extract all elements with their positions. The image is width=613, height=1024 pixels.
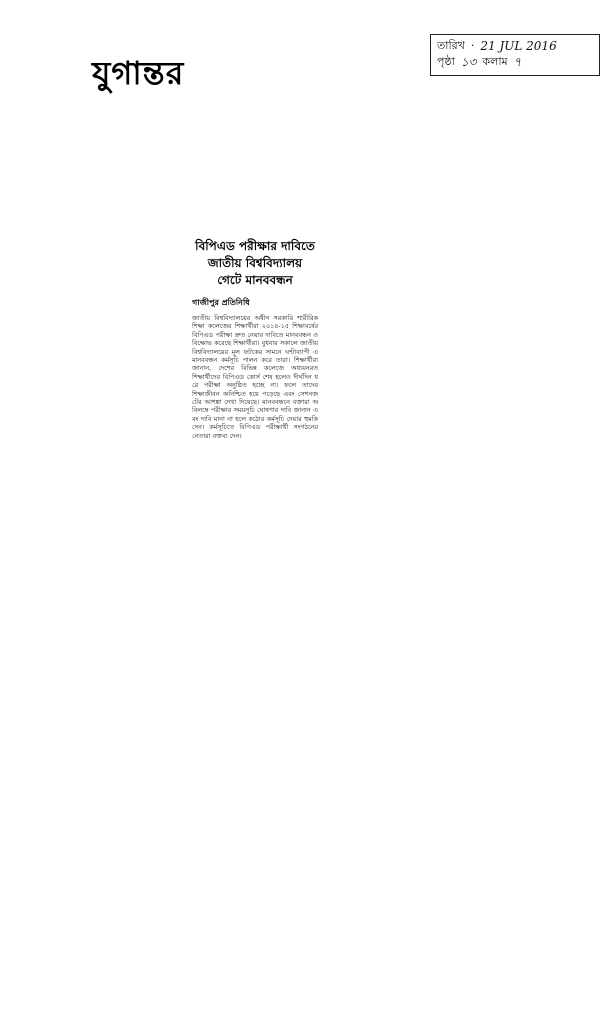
stamp-column-label: কলাম — [482, 55, 508, 68]
stamp-page-label: পৃষ্ঠা — [437, 55, 455, 68]
stamp-page-value: ১৩ — [460, 55, 477, 69]
article-byline: গাজীপুর প্রতিনিধি — [192, 298, 250, 307]
headline-line-1: বিপিএড পরীক্ষার দাবিতে — [195, 239, 315, 253]
stamp-date-label: তারিখ — [437, 39, 465, 52]
newspaper-masthead: যুগান্তর — [92, 54, 185, 92]
date-stamp — [430, 34, 600, 76]
stamp-page-row — [437, 54, 593, 70]
stamp-column-value: ৭ — [513, 55, 522, 69]
news-clipping — [192, 238, 318, 440]
headline-line-3: গেটে মানববন্ধন — [217, 273, 293, 287]
headline-line-2: জাতীয় বিশ্ববিদ্যালয় — [207, 256, 303, 270]
article-headline — [192, 238, 318, 289]
article-body: জাতীয় বিশ্ববিদ্যালয়ের অধীন সরকারি শারীরিক শিক্ষা কলেজের শিক্ষার্থীরা ২০১৪-১৫ শিক্ষাবর্ষের বিপিএড পরীক্ষা দ্রুত নেয়ার দাবিতে মানববন্ধন ও বিক্ষোভ করেছে শিক্ষার্থীরা। বুধবার সকালে জাতীয় বিশ্ববিদ্যালয়ের মূল ফটকের সামনে ঘণ্টাব্যাপী এ মানববন্ধন কর্মসূচি পালন করে তারা। শিক্ষার্থীরা জানান, দেশের বিভিন্ন কলেজে অধ্যয়নরত শিক্ষার্থীদের বিপিএড কোর্স শেষ হলেও দীর্ঘদিন ধরে পরীক্ষা অনুষ্ঠিত হচ্ছে না। ফলে তাদের শিক্ষাজীবন অনিশ্চিত হয়ে পড়েছে এবং সেশনজটের আশঙ্কা দেখা দিয়েছে। মানববন্ধনে বক্তারা অবিলম্বে পরীক্ষার সময়সূচি ঘোষণার দাবি জানান এবং দাবি মানা না হলে কঠোর কর্মসূচি দেয়ার হুমকি দেন। কর্মসূচিতে বিপিএড পরীক্ষার্থী সংগঠনের নেতারা বক্তব্য দেন। — [192, 314, 318, 440]
stamp-date-row: তারিখ · 21 JUL 2016 — [437, 39, 557, 53]
stamp-date-value: 21 JUL 2016 — [480, 39, 557, 53]
